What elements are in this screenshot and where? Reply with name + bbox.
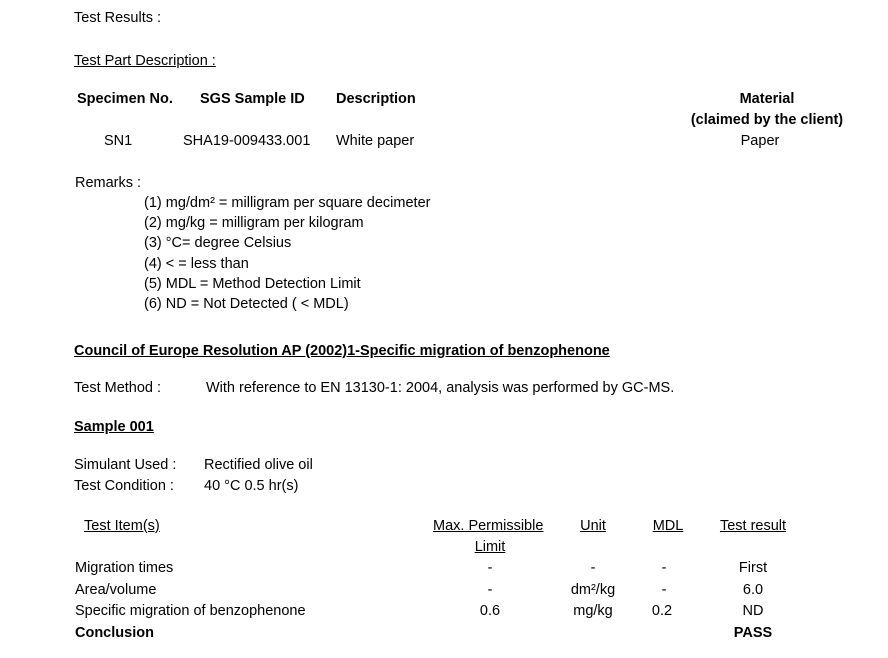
header-description: Description — [336, 91, 416, 107]
row-result: First — [738, 560, 768, 576]
sample-title: Sample 001 — [74, 419, 154, 435]
row-max-limit: 0.6 — [479, 603, 501, 619]
row-result: ND — [742, 603, 764, 619]
row-test-item: Specific migration of benzophenone — [75, 603, 306, 619]
test-condition-label: Test Condition : — [74, 478, 174, 494]
test-condition-value: 40 °C 0.5 hr(s) — [204, 478, 299, 494]
test-method-value: With reference to EN 13130-1: 2004, analysis was performed by GC-MS. — [206, 380, 675, 396]
conclusion-value: PASS — [733, 625, 773, 641]
material-cell: Paper — [740, 133, 780, 149]
description-cell: White paper — [336, 133, 415, 149]
row-unit: mg/kg — [573, 603, 613, 619]
remark-item: (5) MDL = Method Detection Limit — [144, 276, 361, 292]
header-specimen-no: Specimen No. — [77, 91, 173, 107]
remark-item: (6) ND = Not Detected ( < MDL) — [144, 296, 349, 312]
row-max-limit: - — [487, 582, 493, 598]
remark-item: (3) °C= degree Celsius — [144, 235, 292, 251]
header-test-result: Test result — [719, 518, 787, 534]
remark-item: (1) mg/dm² = milligram per square decimeter — [144, 195, 431, 211]
row-mdl: - — [661, 560, 667, 576]
remark-item: (4) < = less than — [144, 256, 249, 272]
simulant-label: Simulant Used : — [74, 457, 177, 473]
header-max-permissible: Max. Permissible — [433, 518, 544, 534]
row-test-item: Area/volume — [75, 582, 157, 598]
row-mdl: - — [661, 582, 667, 598]
test-method-label: Test Method : — [74, 380, 162, 396]
row-unit: dm²/kg — [570, 582, 616, 598]
header-sgs-sample-id: SGS Sample ID — [200, 91, 305, 107]
row-test-item: Migration times — [75, 560, 174, 576]
sgs-sample-id-cell: SHA19-009433.001 — [183, 133, 311, 149]
row-max-limit: - — [487, 560, 493, 576]
row-result: 6.0 — [742, 582, 764, 598]
simulant-value: Rectified olive oil — [204, 457, 313, 473]
header-mdl: MDL — [652, 518, 684, 534]
remark-item: (2) mg/kg = milligram per kilogram — [144, 215, 364, 231]
test-part-description-label: Test Part Description : — [74, 53, 216, 69]
page-heading: Test Results : — [74, 10, 162, 26]
remarks-label: Remarks : — [75, 175, 142, 191]
header-material: Material — [739, 91, 795, 107]
conclusion-label: Conclusion — [75, 625, 154, 641]
row-unit: - — [590, 560, 596, 576]
header-test-items: Test Item(s) — [84, 518, 160, 534]
section-title: Council of Europe Resolution AP (2002)1-Specific migration of benzophenone — [74, 343, 610, 359]
row-mdl: 0.2 — [651, 603, 673, 619]
header-material-note: (claimed by the client) — [690, 112, 844, 128]
header-max-permissible-limit: Limit — [474, 539, 506, 555]
specimen-no-cell: SN1 — [104, 133, 133, 149]
header-unit: Unit — [580, 518, 606, 534]
